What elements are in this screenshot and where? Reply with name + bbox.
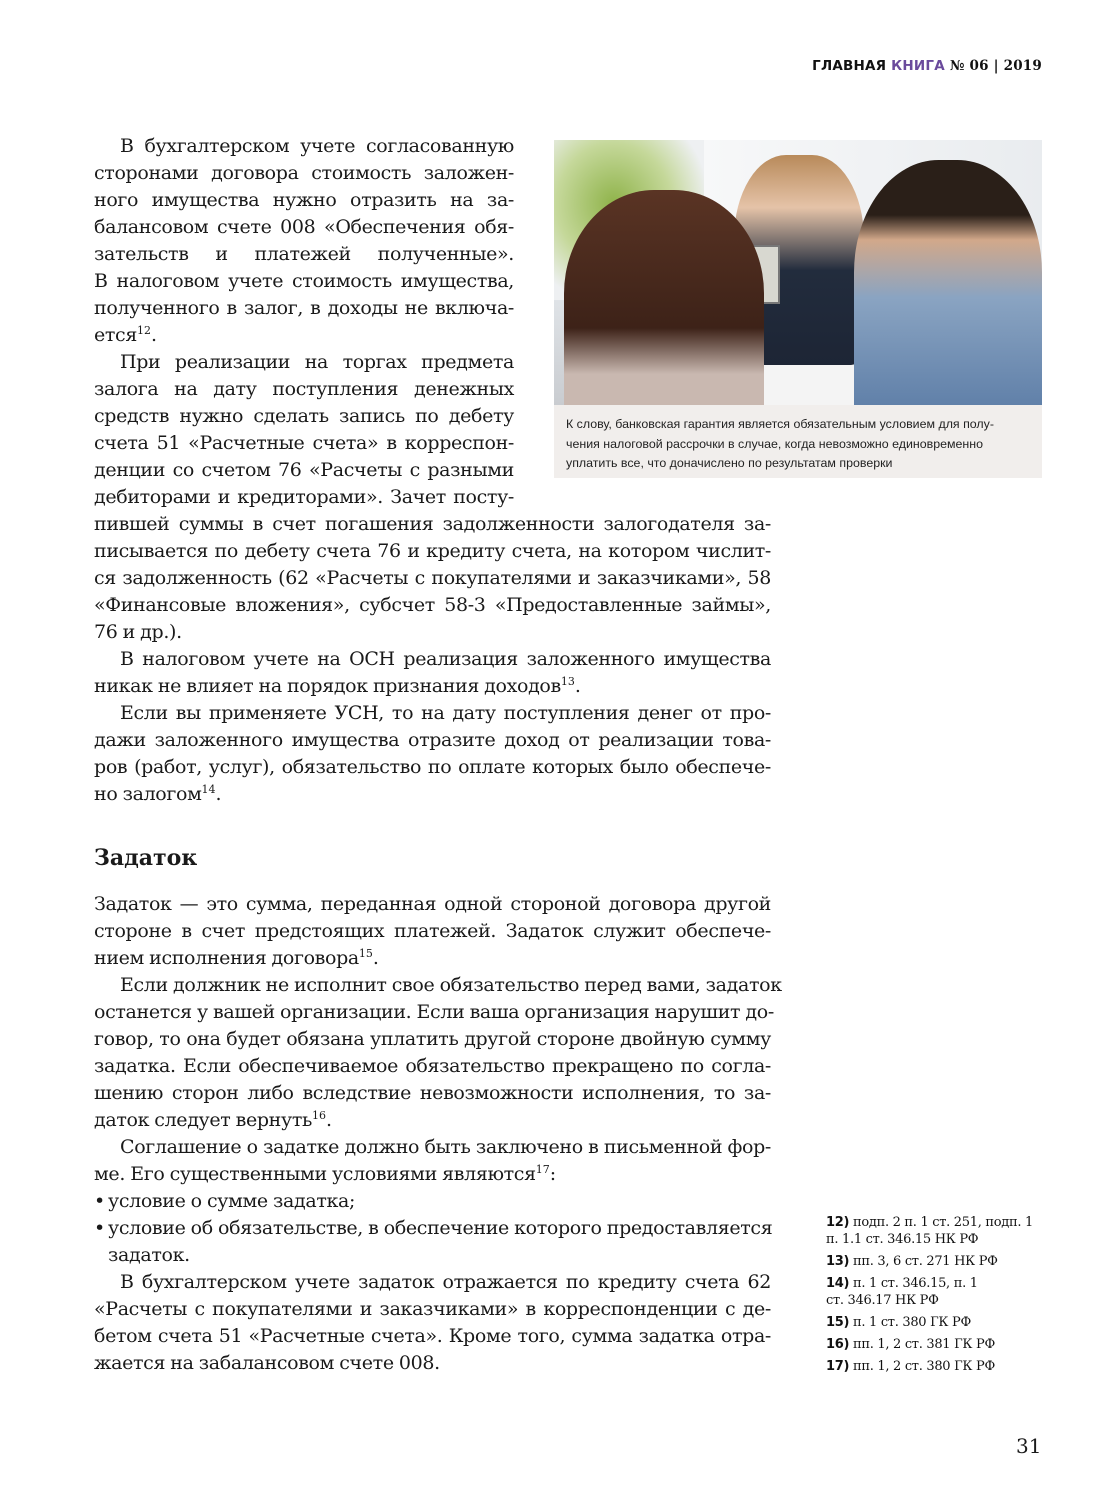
footnote bbox=[826, 1214, 1046, 1248]
line-text: шению сторон либо вследствие невозможности исполнения, то за- bbox=[94, 1082, 771, 1104]
footnote bbox=[826, 1336, 1046, 1353]
line-text: ется bbox=[94, 324, 137, 346]
footnote-line bbox=[826, 1231, 1046, 1248]
line-text: писывается по дебету счета 76 и кредиту счета, на котором числит- bbox=[94, 540, 771, 562]
text-line bbox=[94, 891, 771, 918]
text-line bbox=[94, 945, 771, 972]
text-line bbox=[94, 1269, 771, 1296]
text-line bbox=[94, 1161, 771, 1188]
magazine-title: ГЛАВНАЯ bbox=[812, 58, 887, 74]
text-line bbox=[94, 538, 771, 565]
text-line bbox=[94, 673, 771, 700]
text-line bbox=[94, 376, 514, 403]
line-text: средств нужно сделать запись по дебету bbox=[94, 405, 514, 427]
text-line bbox=[94, 133, 514, 160]
text-line bbox=[94, 781, 771, 808]
line-text: балансовом счете 008 «Обеспечения обя- bbox=[94, 216, 514, 238]
line-text: В налоговом учете стоимость имущества, bbox=[94, 270, 514, 292]
footnote-text: п. 1 ст. 346.15, п. 1 bbox=[852, 1276, 978, 1291]
text-line bbox=[94, 1026, 771, 1053]
footnote-number: 15) bbox=[826, 1315, 850, 1330]
text-line bbox=[94, 241, 514, 268]
line-text: «Расчеты с покупателями и заказчиками» в корреспонденции с де- bbox=[94, 1298, 771, 1320]
line-text: Если вы применяете УСН, то на дату поступления денег от про- bbox=[120, 702, 771, 724]
line-text: ров (работ, услуг), обязательство по оплате которых было обеспече- bbox=[94, 756, 771, 778]
line-text: зательств и платежей полученные». bbox=[94, 243, 514, 265]
text-line bbox=[94, 700, 771, 727]
line-text: ся задолженность (62 «Расчеты с покупателями и заказчиками», 58 bbox=[94, 567, 771, 589]
text-line bbox=[94, 727, 771, 754]
caption-line: К слову, банковская гарантия является обязательным условием для полу- bbox=[566, 417, 994, 431]
text-line bbox=[94, 457, 514, 484]
footnote-ref: 13 bbox=[560, 675, 575, 688]
text-line bbox=[94, 1296, 771, 1323]
line-text: дебиторами и кредиторами». Зачет посту- bbox=[94, 486, 514, 508]
text-line bbox=[94, 592, 771, 619]
line-text: При реализации на торгах предмета bbox=[120, 351, 514, 373]
footnote-ref: 14 bbox=[201, 783, 216, 796]
line-text: В налоговом учете на ОСН реализация заложенного имущества bbox=[120, 648, 771, 670]
line-text: В бухгалтерском учете согласованную bbox=[120, 135, 514, 157]
text-line bbox=[94, 1242, 771, 1269]
line-punct: . bbox=[215, 783, 222, 805]
footnote-text: подп. 2 п. 1 ст. 251, подп. 1 bbox=[852, 1215, 1033, 1230]
footnote-number: 14) bbox=[826, 1276, 850, 1291]
footnotes bbox=[826, 1214, 1046, 1380]
line-text: ного имущества нужно отразить на за- bbox=[94, 189, 514, 211]
text-line bbox=[94, 295, 514, 322]
line-text: Соглашение о задатке должно быть заключено в письменной фор- bbox=[120, 1136, 771, 1158]
line-punct: . bbox=[325, 1109, 332, 1131]
text-line bbox=[94, 187, 514, 214]
text-line bbox=[94, 1053, 771, 1080]
line-punct: . bbox=[150, 324, 157, 346]
footnote-number: 13) bbox=[826, 1254, 850, 1269]
bullet-item bbox=[94, 1188, 771, 1215]
text-line bbox=[94, 430, 514, 457]
bullet-marker: • bbox=[94, 1190, 105, 1212]
line-text: сторонами договора стоимость заложен- bbox=[94, 162, 514, 184]
line-text: счета 51 «Расчетные счета» в корреспон- bbox=[94, 432, 514, 454]
footnote-line bbox=[826, 1358, 1046, 1375]
text-line bbox=[94, 754, 771, 781]
line-punct: . bbox=[372, 947, 379, 969]
text-line bbox=[94, 646, 771, 673]
footnote-text: пп. 1, 2 ст. 381 ГК РФ bbox=[852, 1337, 995, 1352]
footnote-number: 17) bbox=[826, 1359, 850, 1374]
line-punct: : bbox=[549, 1163, 556, 1185]
footnote-line bbox=[826, 1214, 1046, 1231]
line-text: задаток. bbox=[108, 1244, 190, 1266]
text-line bbox=[94, 999, 774, 1026]
line-text: 76 и др.). bbox=[94, 621, 182, 643]
line-text: условие об обязательстве, в обеспечение которого предоставляется bbox=[108, 1217, 773, 1239]
line-text: стороне в счет предстоящих платежей. Задаток служит обеспече- bbox=[94, 920, 771, 942]
footnote bbox=[826, 1314, 1046, 1331]
line-text: В бухгалтерском учете задаток отражается по кредиту счета 62 bbox=[120, 1271, 771, 1293]
page-number: 31 bbox=[1016, 1434, 1042, 1458]
line-text: задатка. Если обеспечиваемое обязательство прекращено по согла- bbox=[94, 1055, 771, 1077]
footnote-line bbox=[826, 1314, 1046, 1331]
footnote-text: п. 1.1 ст. 346.15 НК РФ bbox=[826, 1232, 979, 1247]
footnote-line bbox=[826, 1275, 1046, 1292]
text-line bbox=[94, 268, 514, 295]
text-line bbox=[94, 565, 771, 592]
line-text: пившей суммы в счет погашения задолженности залогодателя за- bbox=[94, 513, 771, 535]
footnote bbox=[826, 1253, 1046, 1270]
text-line bbox=[94, 1323, 771, 1350]
line-text: залога на дату поступления денежных bbox=[94, 378, 514, 400]
footnote-line bbox=[826, 1292, 1046, 1309]
footnote bbox=[826, 1275, 1046, 1309]
text-line bbox=[94, 619, 771, 646]
text-line bbox=[94, 972, 782, 999]
bullet-marker: • bbox=[94, 1217, 105, 1239]
text-line bbox=[94, 918, 771, 945]
line-text: но залогом bbox=[94, 783, 202, 805]
line-text: условие о сумме задатка; bbox=[108, 1190, 356, 1212]
footnote-number: 16) bbox=[826, 1337, 850, 1352]
footnote-ref: 16 bbox=[311, 1109, 326, 1122]
line-text: полученного в залог, в доходы не включа- bbox=[94, 297, 514, 319]
footnote-line bbox=[826, 1253, 1046, 1270]
text-line bbox=[94, 1080, 771, 1107]
bullet-item bbox=[94, 1215, 771, 1242]
line-text: дажи заложенного имущества отразите доход от реализации това- bbox=[94, 729, 771, 751]
footnote-text: пп. 1, 2 ст. 380 ГК РФ bbox=[852, 1359, 995, 1374]
photo-client-man bbox=[854, 160, 1042, 405]
text-line bbox=[94, 484, 514, 511]
line-text: денции со счетом 76 «Расчеты с разными bbox=[94, 459, 514, 481]
text-line bbox=[94, 403, 514, 430]
text-line bbox=[94, 214, 514, 241]
line-text: жается на забалансовом счете 008. bbox=[94, 1352, 440, 1374]
text-line bbox=[94, 511, 771, 538]
line-text: останется у вашей организации. Если ваша организация нарушит до- bbox=[94, 1001, 774, 1023]
line-text: Задаток — это сумма, переданная одной стороной договора другой bbox=[94, 893, 771, 915]
issue-number: № 06 | 2019 bbox=[949, 58, 1042, 74]
text-line bbox=[94, 160, 514, 187]
line-text: никак не влияет на порядок признания доходов bbox=[94, 675, 561, 697]
body-text-top bbox=[94, 133, 771, 808]
footnote-number: 12) bbox=[826, 1215, 850, 1230]
text-line bbox=[94, 1134, 771, 1161]
section-heading: Задаток bbox=[94, 845, 198, 871]
footnote-text: пп. 3, 6 ст. 271 НК РФ bbox=[852, 1254, 998, 1269]
line-text: говор, то она будет обязана уплатить другой стороне двойную сумму bbox=[94, 1028, 771, 1050]
line-text: Если должник не исполнит свое обязательство перед вами, задаток bbox=[120, 974, 782, 996]
footnote-text: ст. 346.17 НК РФ bbox=[826, 1293, 939, 1308]
line-text: «Финансовые вложения», субсчет 58-3 «Предоставленные займы», bbox=[94, 594, 771, 616]
running-header bbox=[812, 58, 1042, 74]
line-text: нием исполнения договора bbox=[94, 947, 359, 969]
footnote-ref: 15 bbox=[358, 947, 373, 960]
footnote-line bbox=[826, 1336, 1046, 1353]
footnote-ref: 17 bbox=[535, 1163, 550, 1176]
line-text: даток следует вернуть bbox=[94, 1109, 312, 1131]
text-line bbox=[94, 1350, 771, 1377]
caption-line: уплатить все, что доначислено по результатам проверки bbox=[566, 456, 893, 470]
text-line bbox=[94, 349, 514, 376]
line-text: ме. Его существенными условиями являются bbox=[94, 1163, 536, 1185]
body-text-bottom bbox=[94, 891, 782, 1377]
caption-line: чения налоговой рассрочки в случае, когда невозможно единовременно bbox=[566, 436, 983, 451]
text-line bbox=[94, 322, 514, 349]
line-text: бетом счета 51 «Расчетные счета». Кроме того, сумма задатка отра- bbox=[94, 1325, 771, 1347]
line-punct: . bbox=[574, 675, 581, 697]
magazine-title-accent: КНИГА bbox=[891, 58, 945, 74]
footnote bbox=[826, 1358, 1046, 1375]
footnote-ref: 12 bbox=[136, 324, 151, 337]
text-line bbox=[94, 1107, 771, 1134]
footnote-text: п. 1 ст. 380 ГК РФ bbox=[852, 1315, 971, 1330]
